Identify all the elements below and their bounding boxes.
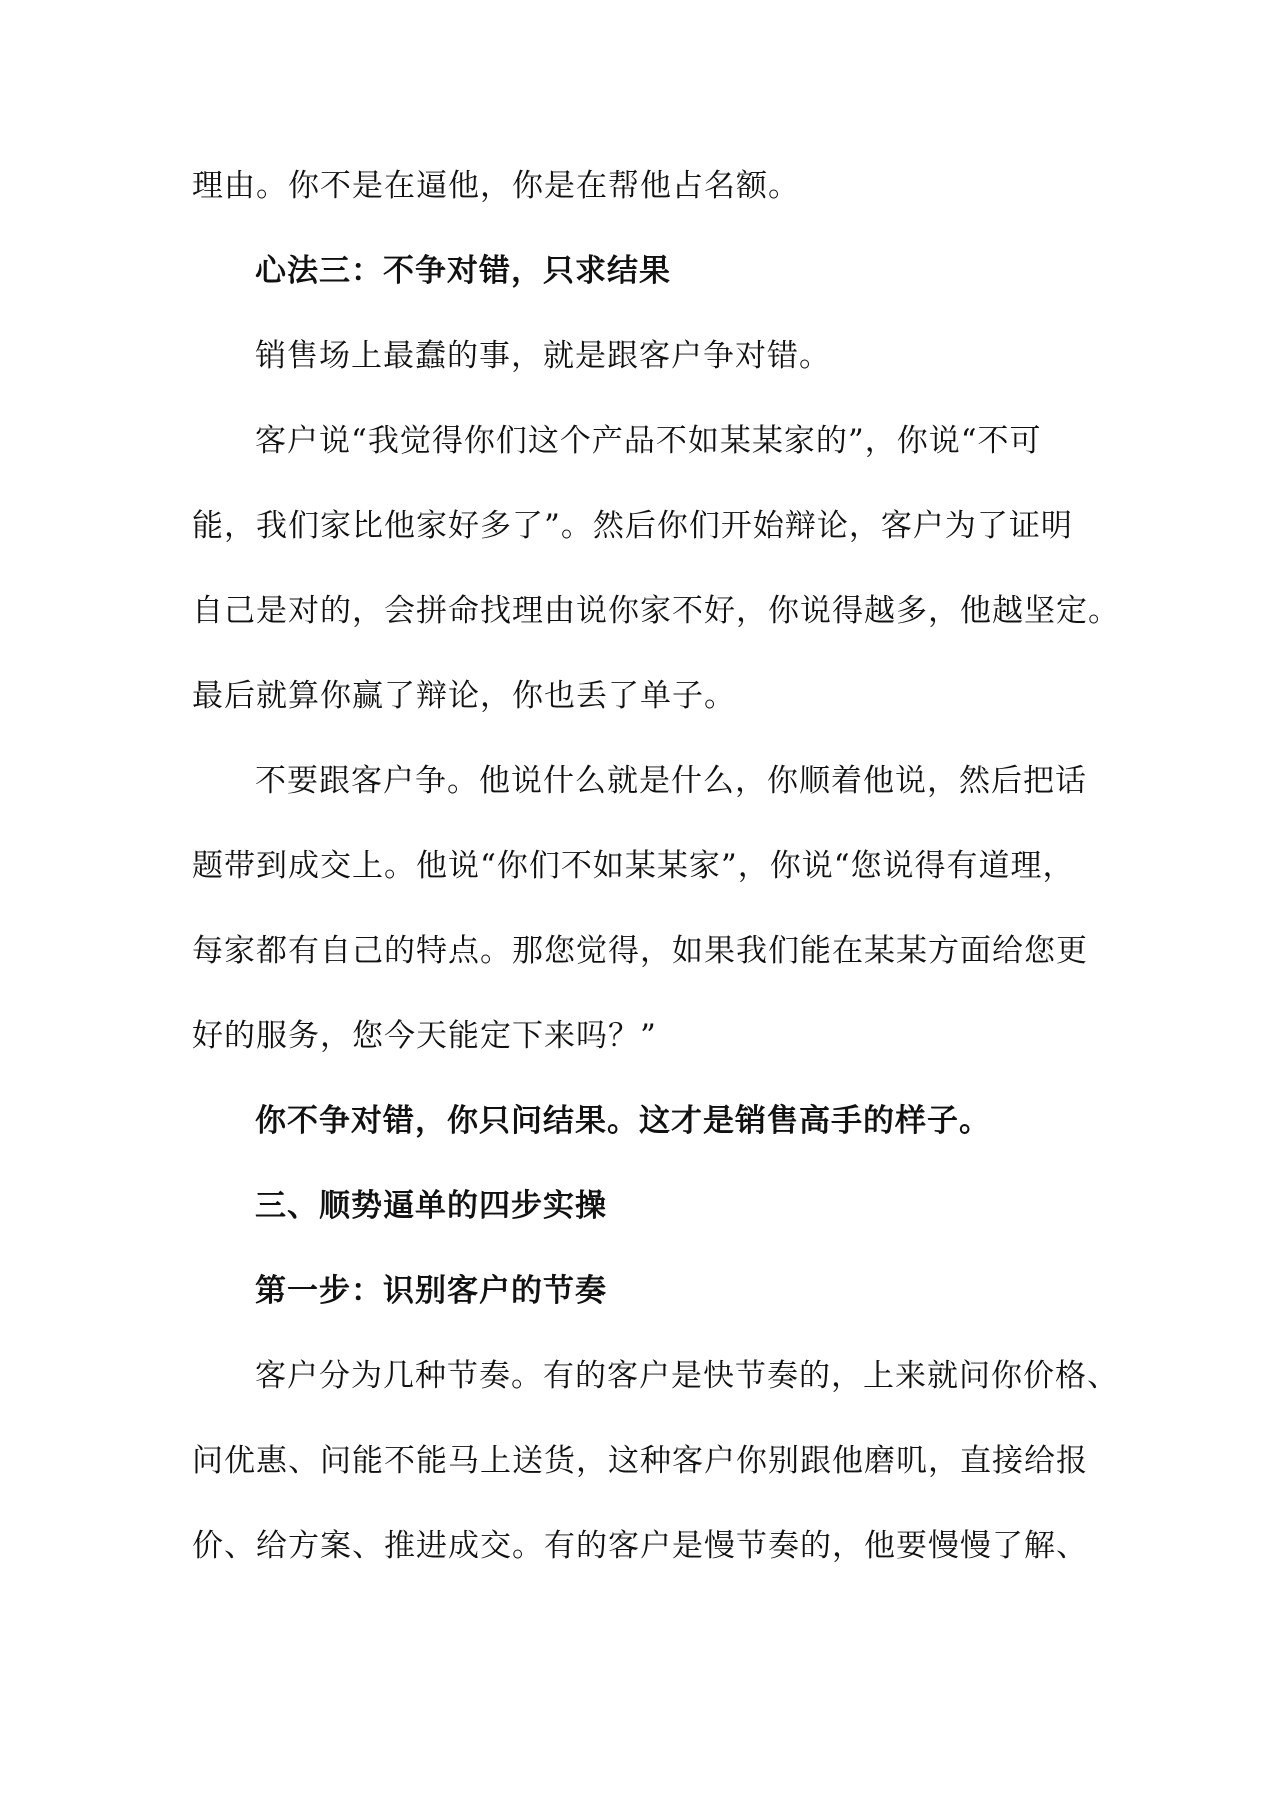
text-line-16: 问优惠、问能不能马上送货，这种客户你别跟他磨叽，直接给报 — [192, 1443, 1088, 1479]
subheading-step-one: 第一步：识别客户的节奏 — [255, 1273, 607, 1309]
document-body — [192, 165, 1120, 1610]
section-heading-four-steps: 三、顺势逼单的四步实操 — [255, 1188, 607, 1224]
text-line-5: 能，我们家比他家好多了”。然后你们开始辩论，客户为了证明 — [192, 508, 1073, 544]
emphasis-line: 你不争对错，你只问结果。这才是销售高手的样子。 — [255, 1103, 991, 1139]
text-line-17: 价、给方案、推进成交。有的客户是慢节奏的，他要慢慢了解、 — [192, 1528, 1088, 1564]
text-line-6: 自己是对的，会拼命找理由说你家不好，你说得越多，他越坚定。 — [192, 593, 1120, 629]
text-line-3: 销售场上最蠢的事，就是跟客户争对错。 — [255, 338, 831, 374]
text-line-11: 好的服务，您今天能定下来吗？” — [192, 1018, 657, 1054]
section-heading-mindset-three: 心法三：不争对错，只求结果 — [255, 253, 671, 289]
text-line-7: 最后就算你赢了辩论，你也丢了单子。 — [192, 678, 736, 714]
text-line-9: 题带到成交上。他说“你们不如某某家”，你说“您说得有道理， — [192, 848, 1075, 884]
text-line-15: 客户分为几种节奏。有的客户是快节奏的，上来就问你价格、 — [255, 1358, 1119, 1394]
text-line-8: 不要跟客户争。他说什么就是什么，你顺着他说，然后把话 — [255, 763, 1087, 799]
text-line-10: 每家都有自己的特点。那您觉得，如果我们能在某某方面给您更 — [192, 933, 1088, 969]
text-line-4: 客户说“我觉得你们这个产品不如某某家的”，你说“不可 — [255, 423, 1042, 459]
text-line-1: 理由。你不是在逼他，你是在帮他占名额。 — [192, 168, 800, 204]
